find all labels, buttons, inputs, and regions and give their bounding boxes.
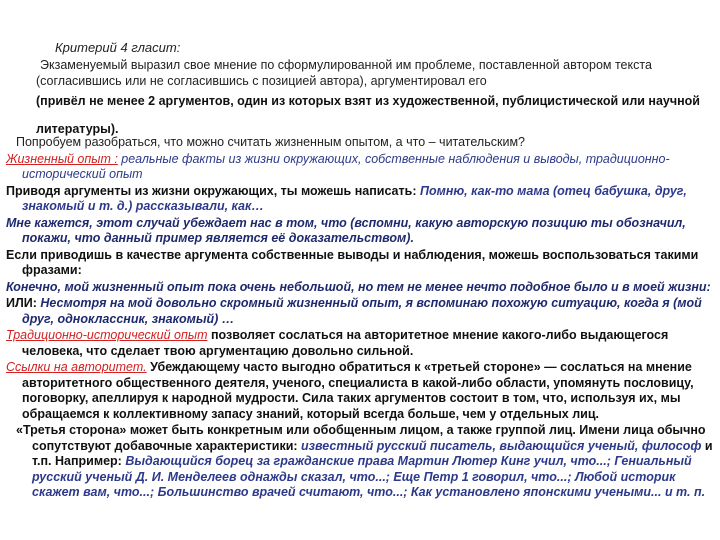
intro-question: Попробуем разобраться, что можно считать жизненным опытом, а что – читательским? — [16, 135, 525, 149]
paragraph-7 — [6, 360, 714, 422]
criterion-body — [36, 57, 700, 89]
criterion-requirement: (привёл не менее 2 аргументов, один из которых взят из художественной, публицистической или научной литературы). — [36, 94, 700, 136]
life-experience-definition — [6, 152, 714, 183]
paragraph-6 — [6, 328, 714, 359]
paragraph-5-lead: ИЛИ: — [6, 296, 41, 310]
life-experience-def: реальные факты из жизни окружающих, собственные наблюдения и выводы, традиционно- исторический опыт — [22, 151, 670, 181]
paragraph-1 — [6, 184, 714, 215]
criterion-title: Критерий 4 гласит: — [55, 40, 181, 55]
main-text — [6, 135, 714, 502]
paragraph-8-mid: и т.п. Например: — [32, 438, 713, 468]
paragraph-5 — [6, 296, 714, 327]
paragraph-8-lead: «Третья сторона» может быть конкретным или обобщенным лицом, а также группой лиц. Имени лица обычно сопутствуют добавочные характеристики: — [16, 423, 706, 453]
criterion-body-text: Экзаменуемый выразил свое мнение по сформулированной им проблеме, поставленной автором текста (согласившись или не согласившись с позицией автора), аргументировал его — [36, 58, 652, 88]
life-experience-term: Жизненный опыт : — [6, 151, 118, 166]
paragraph-1-example: Помню, как-то мама (отец бабушка, друг, знакомый и т. д.) рассказывали, как… — [22, 183, 687, 213]
paragraph-6-text: позволяет сослаться на авторитетное мнение какого-либо выдающегося человека, что сделает твою аргументацию довольно сильной. — [22, 328, 669, 358]
paragraph-8 — [16, 423, 714, 501]
authority-term: Ссылки на авторитет. — [6, 360, 147, 374]
paragraph-7-text: Убеждающему часто выгодно обратиться к «третьей стороне» — сослаться на мнение авторитетного общественного деятеля, ученого, специалиста в какой-либо области, упомянуть пословицу, поговорку, апеллируя к народной мудрости. Сила таких аргументов состоит в том, что, используя их, мы обращаемся к коллективному запасу знаний, который всегда больше, чем у отдельных лиц. — [22, 360, 694, 421]
paragraph-2: Мне кажется, этот случай убеждает нас в том, что (вспомни, какую авторскую позицию ты обозначил, покажи, что данный пример является её доказательством). — [6, 215, 686, 245]
paragraph-1-lead: Приводя аргументы из жизни окружающих, ты можешь написать: — [6, 183, 420, 198]
paragraph-8-examples: известный русский писатель, выдающийся ученый, философ — [301, 438, 702, 453]
paragraph-8-quotes: Выдающийся борец за гражданские права Мартин Лютер Кинг учил, что...; Гениальный русский ученый Д. И. Менделеев однажды сказал, что...; Еще Петр 1 говорил, что...; Любой историк скажет вам, что...; Большинство врачей считают, что...; Как установлено японскими учеными... и т. п. — [32, 454, 706, 499]
historical-experience-term: Традиционно-исторический опыт — [6, 328, 208, 342]
paragraph-4: Конечно, мой жизненный опыт пока очень небольшой, но тем не менее нечто подобное было и в моей жизни: — [6, 279, 711, 294]
paragraph-5-text: Несмотря на мой довольно скромный жизненный опыт, я вспоминаю похожую ситуацию, когда я (мой друг, одноклассник, знакомый) … — [22, 296, 702, 326]
paragraph-3: Если приводишь в качестве аргумента собственные выводы и наблюдения, можешь воспользоваться такими фразами: — [6, 247, 699, 277]
